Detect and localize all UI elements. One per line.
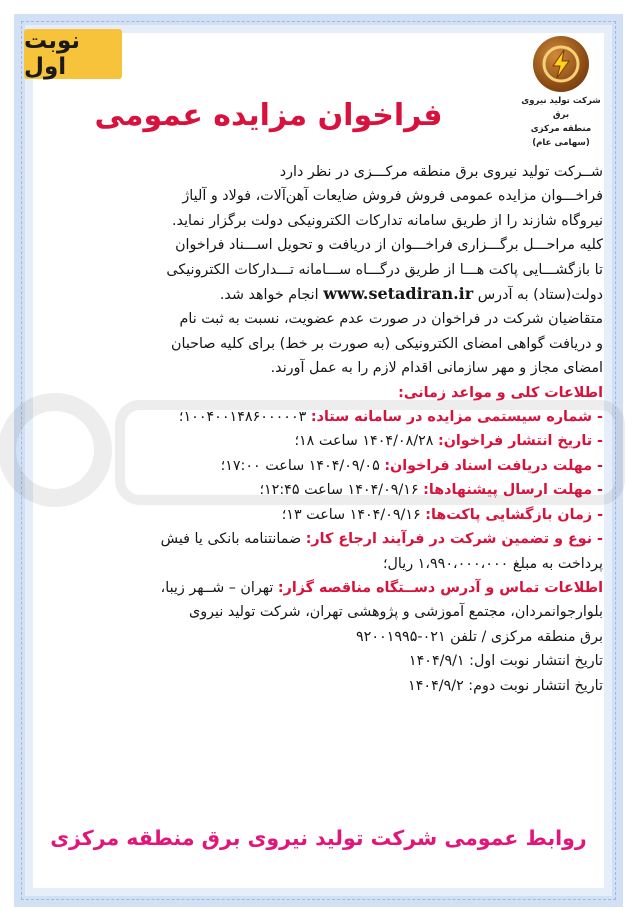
- info-item: [36, 405, 603, 429]
- intro-line: کلیه مراحـــل برگـــزاری فراخـــوان از دریافت و تحویل اســـناد فراخوان: [175, 237, 603, 254]
- info-value: ۱۴۰۴/۰۸/۲۸ ساعت ۱۸؛: [294, 433, 438, 450]
- intro-line: فراخـــوان مزایده عمومی فروش فروش ضایعات آهن‌آلات، فولاد و آلیاژ: [182, 188, 603, 205]
- setad-url-link[interactable]: www.setadiran.ir: [323, 284, 474, 304]
- intro-line-url: [36, 282, 603, 307]
- info-item: [36, 478, 603, 502]
- info-item: [36, 429, 603, 453]
- publish-date-first: تاریخ انتشار نوبت اول: ۱۴۰۴/۹/۱: [408, 653, 603, 670]
- contact-address: بلوارجوانمردان، مجتمع آموزشی و پژوهشی تهران، شرکت تولید نیروی: [189, 604, 603, 621]
- logo-line: (سهامی عام): [532, 138, 590, 148]
- first-publication-badge: [24, 29, 122, 79]
- lightning-logo-icon: [533, 36, 589, 92]
- info-value: ۱۴۰۴/۰۹/۰۵ ساعت ۱۷:۰۰؛: [220, 457, 385, 474]
- intro-line: و دریافت گواهی امضای الکترونیکی (به صورت بر خط) برای کلیه صاحبان: [170, 335, 603, 352]
- info-value: ضمانتنامه بانکی یا فیش: [160, 531, 306, 548]
- badge-label: نوبت اول: [24, 28, 81, 80]
- info-label: - تاریخ انتشار فراخوان:: [437, 433, 603, 450]
- info-value: ۱۴۰۴/۰۹/۱۶ ساعت ۱۲:۴۵؛: [259, 482, 424, 499]
- logo-line: منطقه مرکزی: [530, 124, 592, 134]
- publish-date-second: تاریخ انتشار نوبت دوم: ۱۴۰۴/۹/۲: [408, 677, 603, 694]
- intro-line: نیروگاه شازند را از طریق سامانه تدارکات الکترونیکی دولت برگزار نماید.: [172, 212, 603, 229]
- page-title: فراخوان مزایده عمومی: [94, 98, 443, 133]
- info-label: - شماره سیستمی مزایده در سامانه ستاد:: [310, 409, 603, 426]
- intro-line: تا بازگشـــایی پاکت هـــا از طریق درگـــاه ســـامانه تـــدارکات الکترونیکی: [166, 261, 603, 278]
- info-label: - مهلت دریافت اسناد فراخوان:: [384, 457, 603, 474]
- info-label: - مهلت ارسال پیشنهادها:: [423, 482, 603, 499]
- logo-company-name: [513, 94, 609, 150]
- contact-line: [36, 576, 603, 600]
- contact-label: اطلاعات تماس و آدرس دســتگاه مناقصه گزار:: [277, 579, 603, 596]
- info-value: ۱۴۰۴/۰۹/۱۶ ساعت ۱۳؛: [281, 506, 426, 523]
- intro-line: امضای مجاز و مهر سازمانی اقدام لازم را به عمل آورند.: [270, 360, 603, 377]
- company-logo-block: [513, 36, 609, 146]
- info-item: [36, 527, 603, 551]
- logo-line: شرکت تولید نیروی برق: [521, 96, 601, 120]
- info-label: - زمان بازگشایی پاکت‌ها:: [425, 506, 603, 523]
- contact-phone: برق منطقه مرکزی / تلفن ۰۲۱-۹۲۰۰۱۹۹۵: [355, 628, 603, 645]
- intro-text: انجام خواهد شد.: [219, 287, 319, 304]
- guarantee-amount: پرداخت به مبلغ ۱،۹۹۰،۰۰۰،۰۰۰ ریال؛: [382, 555, 603, 572]
- announcement-body: [36, 160, 603, 698]
- info-item: [36, 503, 603, 527]
- info-label: - نوع و تضمین شرکت در فرآیند ارجاع کار:: [305, 531, 603, 548]
- intro-line: متقاضیان شرکت در فراخوان در صورت عدم عضویت، نسبت به ثبت نام: [179, 311, 603, 328]
- info-heading: اطلاعات کلی و مواعد زمانی:: [398, 384, 603, 401]
- public-relations-signature: روابط عمومی شرکت تولید نیروی برق منطقه مرکزی: [50, 826, 587, 850]
- info-item: [36, 454, 603, 478]
- info-value: ۱۰۰۴۰۰۱۴۸۶۰۰۰۰۰۳؛: [178, 409, 311, 426]
- contact-value: تهران – شــهر زیبا،: [160, 579, 278, 596]
- intro-line: شــرکت تولید نیروی برق منطقه مرکـــزی در نظر دارد: [279, 164, 603, 180]
- intro-text: دولت(ستاد) به آدرس: [477, 287, 603, 304]
